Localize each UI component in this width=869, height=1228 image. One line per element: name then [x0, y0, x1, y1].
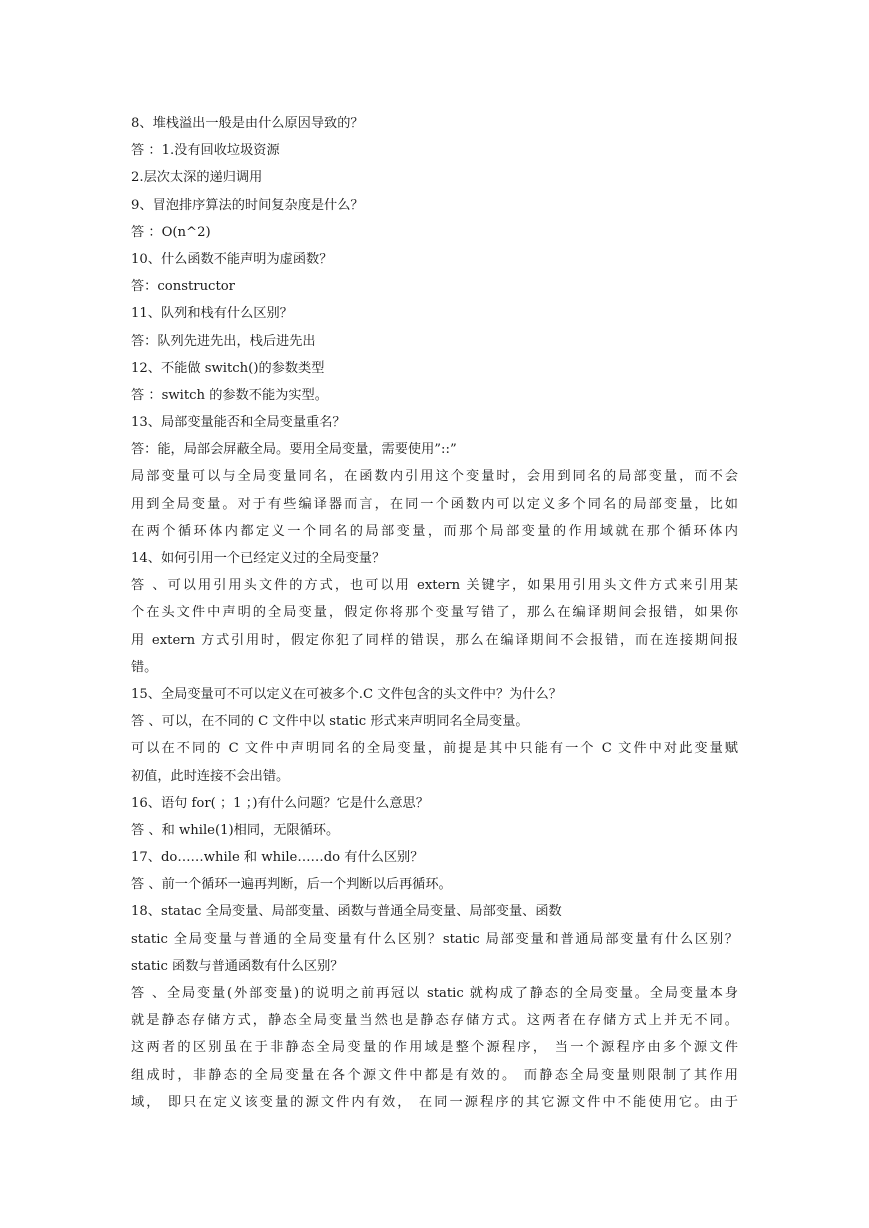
text-line: 16、语句 for( ；1 ；)有什么问题？它是什么意思？ — [131, 795, 429, 811]
text-line: 答 、前一个循环一遍再判断，后一个判断以后再循环。 — [131, 877, 452, 893]
text-line: 9、冒泡排序算法的时间复杂度是什么？ — [131, 197, 364, 213]
text-line: 错。 — [131, 659, 158, 675]
text-line: 2.层次太深的递归调用 — [131, 170, 263, 186]
text-line: 个在头文件中声明的全局变量，假定你将那个变量写错了，那么在编译期间会报错，如果你 — [131, 605, 738, 621]
text-line: 域， 即只在定义该变量的源文件内有效， 在同一源程序的其它源文件中不能使用它。由于 — [131, 1094, 738, 1110]
text-line: 初值，此时连接不会出错。 — [131, 768, 290, 784]
text-line: 答 ：O(n^2) — [131, 224, 211, 240]
text-line: 就是静态存储方式，静态全局变量当然也是静态存储方式。这两者在存储方式上并无不同。 — [131, 1013, 738, 1029]
text-line: 答 、可以，在不同的 C 文件中以 static 形式来声明同名全局变量。 — [131, 714, 529, 730]
text-line: 答 、全局变量(外部变量)的说明之前再冠以 static 就构成了静态的全局变量。全局变量本身 — [131, 986, 738, 1001]
text-line: static 全局变量与普通的全局变量有什么区别？static 局部变量和普通局部变量有什么区别？ — [131, 931, 738, 947]
text-line: 8、堆栈溢出一般是由什么原因导致的？ — [131, 116, 364, 131]
text-line: 答 、和 while(1)相同，无限循环。 — [131, 822, 340, 838]
text-line: 局部变量可以与全局变量同名，在函数内引用这个变量时，会用到同名的局部变量，而不会 — [131, 469, 738, 485]
text-line: 答 ：1.没有回收垃圾资源 — [131, 143, 280, 159]
text-line: 答 ：switch 的参数不能为实型。 — [131, 387, 328, 403]
text-line: 12、不能做 switch()的参数类型 — [131, 360, 325, 376]
text-line: 这两者的区别虽在于非静态全局变量的作用域是整个源程序， 当一个源程序由多个源文件 — [131, 1040, 738, 1056]
text-line: 用 extern 方式引用时，假定你犯了同样的错误，那么在编译期间不会报错，而在连接期间报 — [131, 632, 738, 648]
text-line: 可以在不同的 C 文件中声明同名的全局变量，前提是其中只能有一个 C 文件中对此变量赋 — [131, 741, 738, 757]
text-line: 在两个循环体内都定义一个同名的局部变量，而那个局部变量的作用域就在那个循环体内 — [131, 523, 738, 539]
text-line: 17、do……while 和 while……do 有什么区别？ — [131, 850, 424, 866]
text-line: 答：队列先进先出，栈后进先出 — [131, 333, 316, 349]
text-line: static 函数与普通函数有什么区别？ — [131, 958, 344, 974]
text-line: 15、全局变量可不可以定义在可被多个.C 文件包含的头文件中？为什么？ — [131, 686, 562, 702]
text-line: 18、statac 全局变量、局部变量、函数与普通全局变量、局部变量、函数 — [131, 904, 562, 920]
text-line: 答：能，局部会屏蔽全局。要用全局变量，需要使用”::” — [131, 442, 457, 458]
text-line: 11、队列和栈有什么区别？ — [131, 306, 293, 322]
text-line: 10、什么函数不能声明为虚函数？ — [131, 251, 333, 267]
text-line: 答：constructor — [131, 279, 235, 295]
text-line: 组成时，非静态的全局变量在各个源文件中都是有效的。 而静态全局变量则限制了其作用 — [131, 1067, 738, 1083]
text-line: 14、如何引用一个已经定义过的全局变量？ — [131, 551, 386, 566]
text-line: 13、局部变量能否和全局变量重名？ — [131, 415, 346, 431]
text-line: 答 、可以用引用头文件的方式，也可以用 extern 关键字，如果用引用头文件方式来引用某 — [131, 578, 738, 594]
text-line: 用到全局变量。对于有些编译器而言，在同一个函数内可以定义多个同名的局部变量，比如 — [131, 496, 738, 512]
